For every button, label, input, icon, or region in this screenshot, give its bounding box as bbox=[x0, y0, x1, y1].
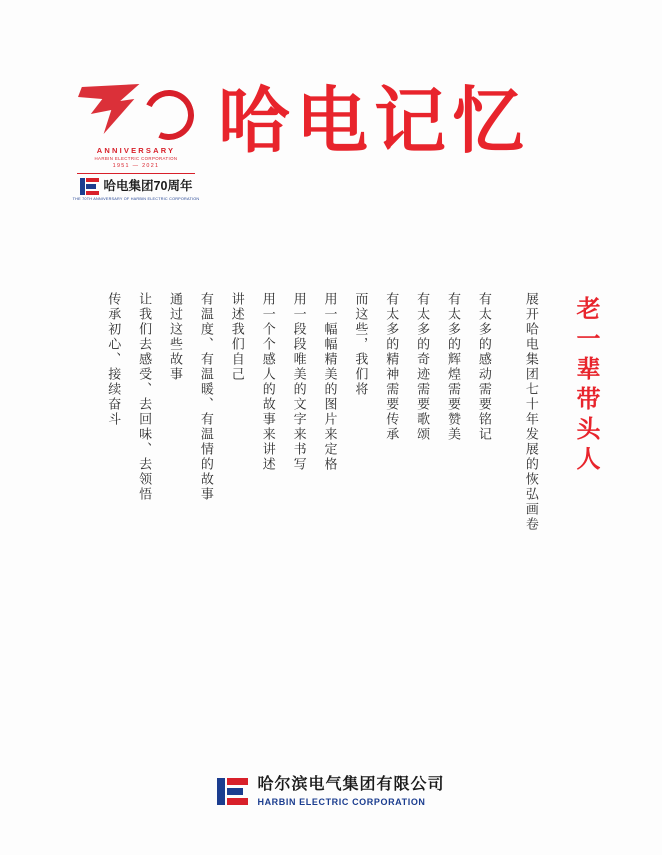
poem-line: 用一幅幅精美的图片来定格 bbox=[322, 292, 338, 472]
poem-line: 用一个个感人的故事来讲述 bbox=[260, 292, 276, 472]
poem-line: 让我们去感受、去回味、去领悟 bbox=[137, 292, 153, 502]
logo-company-row bbox=[72, 178, 200, 195]
poem-line: 用一段段唯美的文字来书写 bbox=[291, 292, 307, 472]
anniversary-label-en: ANNIVERSARY bbox=[96, 146, 176, 155]
anniversary-years: 1951 — 2021 bbox=[112, 163, 160, 169]
poem-line: 传承初心、接续奋斗 bbox=[106, 292, 122, 427]
he-logo-icon bbox=[80, 178, 100, 195]
poem-line: 讲述我们自己 bbox=[229, 292, 245, 382]
footer-company-en: HARBIN ELECTRIC CORPORATION bbox=[257, 796, 426, 807]
poster-header bbox=[0, 72, 662, 202]
page-title: 哈电记忆 bbox=[218, 82, 531, 162]
poem-line: 有太多的奇迹需要歌颂 bbox=[415, 292, 431, 442]
footer-company-block bbox=[257, 776, 444, 807]
seventy-brush-icon bbox=[72, 82, 200, 144]
zero-swirl-icon bbox=[137, 83, 201, 147]
poem-headline: 老一辈带头人 bbox=[572, 296, 598, 476]
he-logo-icon bbox=[217, 778, 249, 805]
logo-company-en: THE 70TH ANNIVERSARY OF HARBIN ELECTRIC CORPORATION bbox=[72, 197, 200, 201]
poem-line: 通过这些故事 bbox=[168, 292, 184, 382]
poem-line: 有太多的辉煌需要赞美 bbox=[446, 292, 462, 442]
poem-line: 展开哈电集团七十年发展的恢弘画卷 bbox=[523, 292, 539, 532]
poster-footer bbox=[0, 776, 662, 807]
seventy-number bbox=[80, 78, 136, 138]
poem-line: 而这些，我们将 bbox=[353, 292, 369, 397]
logo-divider bbox=[77, 173, 195, 174]
poem-line: 有温度、有温暖、有温情的故事 bbox=[198, 292, 214, 502]
poem-block bbox=[0, 292, 662, 612]
poem-line: 有太多的感动需要铭记 bbox=[476, 292, 492, 442]
logo-company-cn: 哈电集团70周年 bbox=[103, 179, 193, 194]
footer-company-cn: 哈尔滨电气集团有限公司 bbox=[257, 776, 445, 794]
poem-line: 有太多的精神需要传承 bbox=[384, 292, 400, 442]
anniversary-logo bbox=[72, 82, 200, 201]
anniversary-label-sub: HARBIN ELECTRIC CORPORATION bbox=[94, 156, 178, 161]
